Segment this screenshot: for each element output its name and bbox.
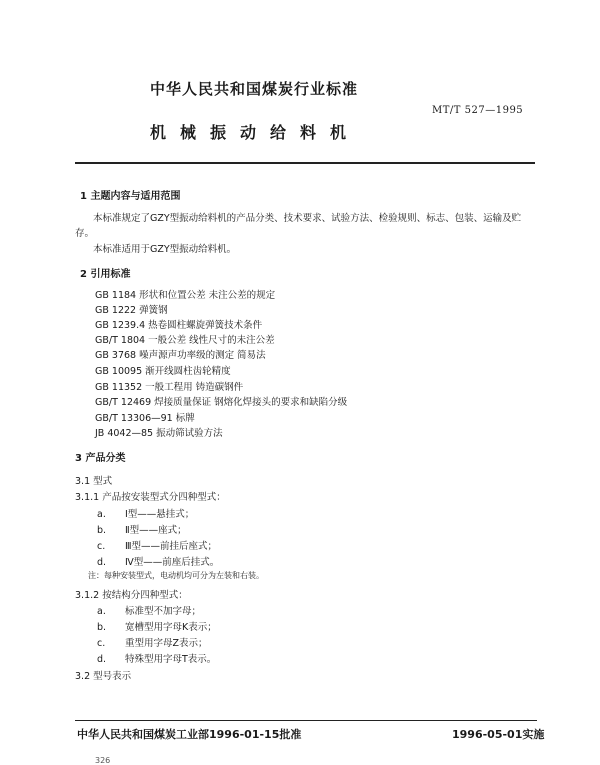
section-1-heading: 1 主题内容与适用范围 — [80, 191, 181, 202]
industry-standard-title: 中华人民共和国煤炭行业标准 — [150, 80, 359, 98]
install-type-note: 注：每种安装型式，电动机均可分为左装和右装。 — [88, 571, 264, 580]
item-letter: c. — [97, 541, 106, 552]
install-type-item — [97, 522, 187, 536]
effective-date: 1996-05-01实施 — [452, 728, 545, 741]
footer-divider — [75, 720, 537, 721]
reference-item: GB 10095 渐开线圆柱齿轮精度 — [95, 366, 231, 377]
section-3-1-heading: 3.1 型式 — [75, 476, 113, 487]
approval-statement: 中华人民共和国煤炭工业部1996-01-15批准 — [77, 728, 302, 741]
header-divider — [75, 162, 535, 164]
reference-item: GB 1184 形状和位置公差 未注公差的规定 — [95, 290, 276, 301]
section-1-para-2: 本标准适用于GZY型振动给料机。 — [93, 244, 237, 255]
structure-type-item — [97, 651, 216, 665]
document-title: 机械振动给料机 — [150, 123, 361, 142]
reference-item: GB 1239.4 热卷圆柱螺旋弹簧技术条件 — [95, 320, 263, 331]
item-text: Ⅳ型——前座后挂式。 — [125, 557, 220, 568]
structure-type-item — [97, 603, 201, 617]
reference-item: GB/T 1804 一般公差 线性尺寸的未注公差 — [95, 335, 275, 346]
reference-item: GB/T 12469 焊接质量保证 钢熔化焊接头的要求和缺陷分级 — [95, 397, 348, 408]
install-type-item — [97, 554, 219, 568]
reference-item: JB 4042—85 振动筛试验方法 — [95, 428, 223, 439]
item-letter: b. — [97, 622, 107, 633]
section-3-1-1-heading: 3.1.1 产品按安装型式分四种型式： — [75, 492, 226, 503]
item-text: Ⅱ型——座式； — [125, 525, 187, 536]
standard-number: MT/T 527—1995 — [432, 105, 524, 116]
item-letter: a. — [97, 509, 106, 520]
section-2-heading: 2 引用标准 — [80, 269, 131, 280]
item-letter: d. — [97, 557, 107, 568]
reference-item: GB 3768 噪声源声功率级的测定 简易法 — [95, 350, 266, 361]
item-letter: c. — [97, 638, 106, 649]
reference-item: GB/T 13306—91 标牌 — [95, 413, 195, 424]
section-3-2-heading: 3.2 型号表示 — [75, 671, 132, 682]
item-letter: d. — [97, 654, 107, 665]
item-text: 重型用字母Z表示； — [125, 638, 208, 649]
page-number: 326 — [95, 756, 111, 765]
item-text: 特殊型用字母T表示。 — [125, 654, 217, 665]
structure-type-item — [97, 619, 217, 633]
section-3-heading: 3 产品分类 — [75, 453, 126, 464]
item-text: 标准型不加字母； — [125, 606, 202, 617]
install-type-item — [97, 538, 217, 552]
item-letter: b. — [97, 525, 107, 536]
reference-item: GB 11352 一般工程用 铸造碳钢件 — [95, 382, 244, 393]
structure-type-item — [97, 635, 208, 649]
item-text: Ⅰ型——悬挂式； — [125, 509, 195, 520]
section-1-para-1: 本标准规定了GZY型振动给料机的产品分类、技术要求、试验方法、检验规则、标志、包装、运输及贮存。 — [75, 213, 522, 239]
reference-item: GB 1222 弹簧钢 — [95, 305, 168, 316]
item-text: 宽槽型用字母K表示； — [125, 622, 217, 633]
install-type-item — [97, 506, 194, 520]
item-text: Ⅲ型——前挂后座式； — [125, 541, 218, 552]
section-3-1-2-heading: 3.1.2 按结构分四种型式： — [75, 590, 188, 601]
item-letter: a. — [97, 606, 106, 617]
